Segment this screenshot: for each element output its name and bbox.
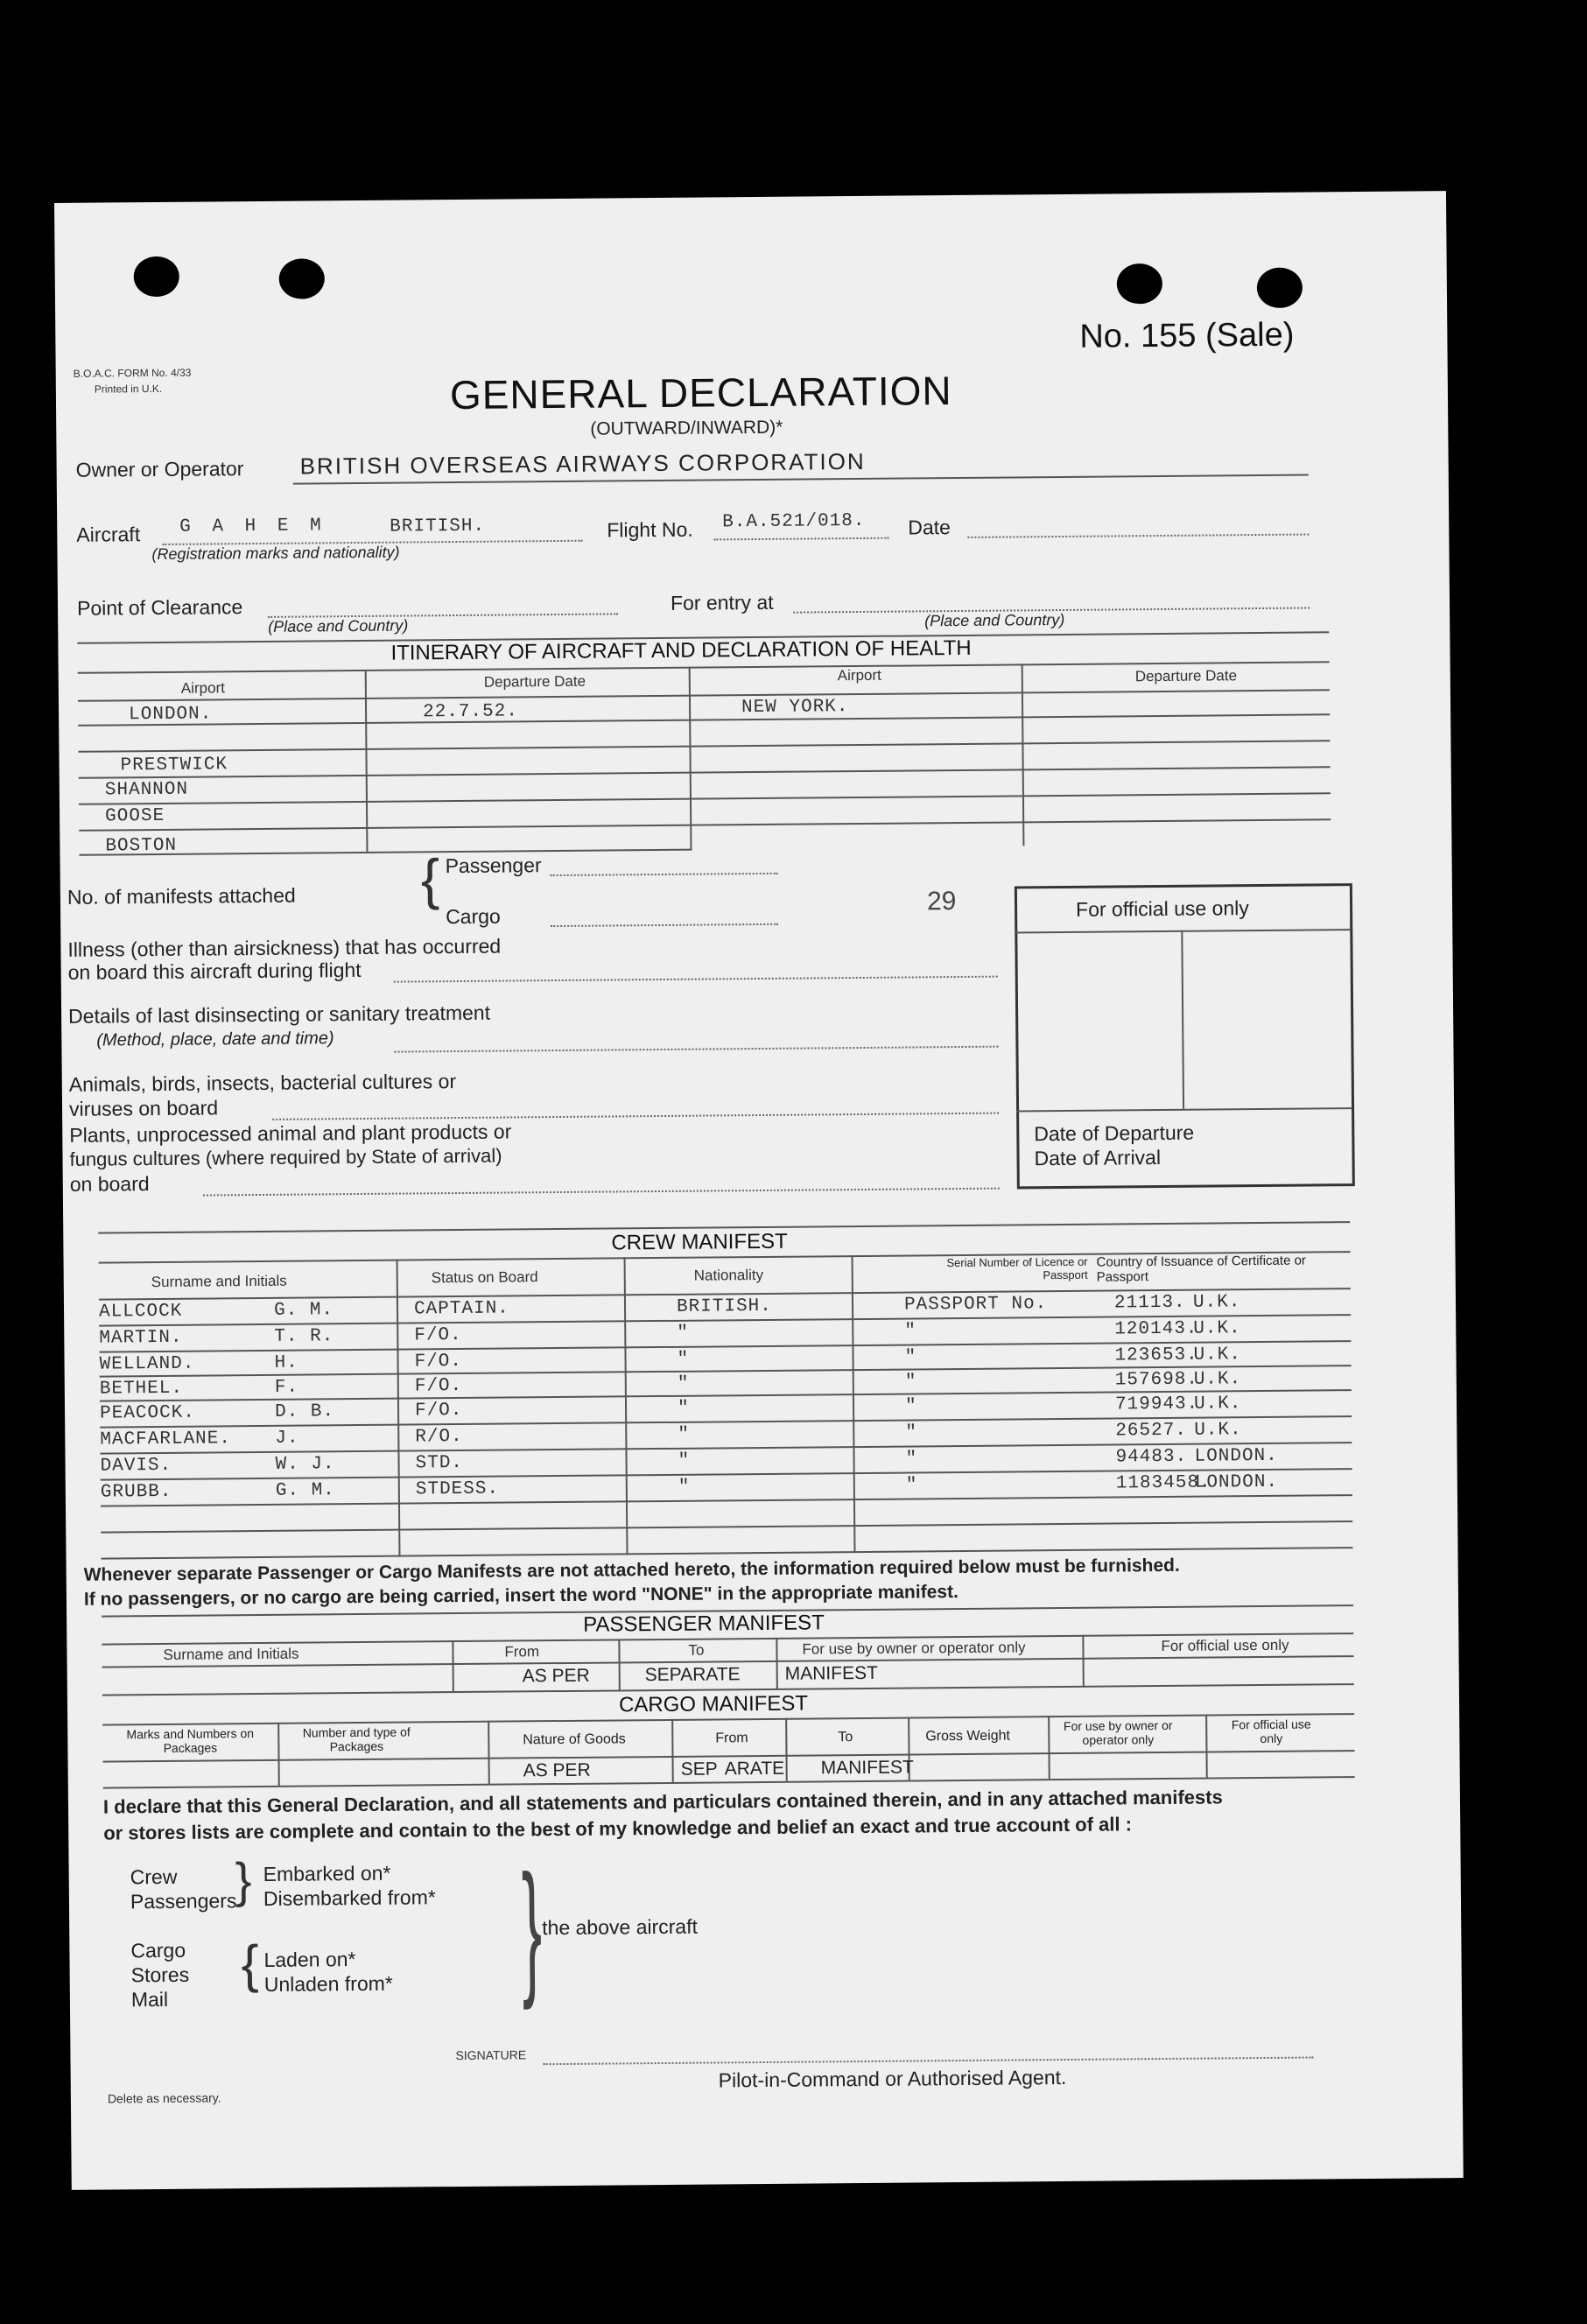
- owner-value: BRITISH OVERSEAS AIRWAYS CORPORATION: [299, 447, 866, 480]
- crew-cell: 21113.: [1113, 1292, 1186, 1314]
- crew-cell: J.: [275, 1428, 299, 1449]
- crew-cell: W. J.: [275, 1454, 335, 1475]
- crew-cell: BETHEL.: [99, 1378, 184, 1400]
- itinerary-airport: PRESTWICK: [120, 755, 228, 776]
- passenger-manifest-heading: PASSENGER MANIFEST: [583, 1611, 825, 1637]
- illness-label: Illness (other than airsickness) that has occurred: [67, 934, 502, 961]
- crew-cell: ": [905, 1422, 918, 1443]
- declaration-line-2: or stores lists are complete and contain to the best of my knowledge and belief an exact and true account of all :: [103, 1813, 1133, 1844]
- footnote: Delete as necessary.: [107, 2090, 221, 2106]
- crew-col-country: Country of Issuance of Certificate or Passport: [1096, 1253, 1306, 1285]
- entry-hint: (Place and Country): [924, 610, 1065, 630]
- plants-label: Plants, unprocessed animal and plant products or: [69, 1120, 512, 1147]
- itinerary-heading: ITINERARY OF AIRCRAFT AND DECLARATION OF HEALTH: [390, 635, 972, 665]
- page-title: GENERAL DECLARATION: [449, 368, 952, 418]
- itinerary-col-date-2: Departure Date: [1134, 667, 1238, 685]
- signatory-label: Pilot-in-Command or Authorised Agent.: [718, 2065, 1067, 2092]
- crew-cell: PASSPORT No.: [903, 1294, 1048, 1316]
- crew-cell: ": [905, 1449, 918, 1470]
- cargo-col-from: From: [715, 1731, 748, 1746]
- notice-line-2: If no passengers, or no cargo are being carried, insert the word "NONE" in the appropriate manifest.: [83, 1582, 959, 1610]
- crew-cell: MARTIN.: [99, 1327, 183, 1349]
- itinerary-airport: GOOSE: [105, 805, 165, 827]
- plants-label-3: on board: [69, 1172, 150, 1196]
- date-label: Date: [908, 516, 951, 539]
- disinsect-label: Details of last disinsecting or sanitary treatment: [67, 1001, 491, 1028]
- crew-cell: U.K.: [1192, 1292, 1241, 1313]
- passenger-col-surname: Surname and Initials: [163, 1645, 299, 1663]
- crew-cell: ": [677, 1323, 690, 1344]
- decl-embarked: Embarked on*: [263, 1861, 391, 1885]
- decl-passengers: Passengers: [130, 1889, 237, 1913]
- itinerary-col-airport-1: Airport: [180, 679, 226, 697]
- crew-cell: ": [904, 1372, 917, 1393]
- cargo-col-packages: Number and type of Packages: [302, 1724, 411, 1754]
- owner-label: Owner or Operator: [75, 457, 244, 481]
- crew-cell: CAPTAIN.: [413, 1298, 509, 1320]
- crew-cell: PEACOCK.: [99, 1402, 195, 1424]
- manifest-passenger: Passenger: [445, 853, 542, 878]
- crew-cell: ": [677, 1373, 690, 1394]
- declaration-line-1: I declare that this General Declaration, and all statements and particulars contained therein, and in any attached manifests: [102, 1786, 1223, 1818]
- cargo-col-official: For official use only: [1231, 1717, 1311, 1746]
- crew-cell: G. M.: [275, 1480, 335, 1501]
- signature-label: SIGNATURE: [455, 2047, 527, 2063]
- crew-cell: ": [677, 1349, 690, 1370]
- itinerary-col-date-1: Departure Date: [483, 672, 586, 691]
- crew-cell: R/O.: [415, 1426, 463, 1448]
- clearance-hint: (Place and Country): [268, 616, 409, 635]
- crew-cell: U.K.: [1193, 1394, 1242, 1415]
- cargo-manifest-heading: CARGO MANIFEST: [618, 1691, 809, 1717]
- crew-cell: ": [678, 1450, 691, 1471]
- crew-col-serial: Serial Number of Licence or Passport: [946, 1254, 1088, 1282]
- passenger-col-to: To: [688, 1641, 705, 1659]
- itinerary-date: 22.7.52.: [422, 701, 519, 723]
- crew-cell: F/O.: [414, 1351, 463, 1373]
- crew-cell: 120143.: [1114, 1318, 1198, 1340]
- crew-cell: ": [677, 1398, 690, 1419]
- aircraft-registration: G A H E M: [179, 516, 327, 537]
- entry-label: For entry at: [670, 590, 774, 614]
- crew-cell: 157698.: [1114, 1369, 1199, 1391]
- declaration-number: No. 155 (Sale): [1079, 316, 1295, 355]
- crew-cell: T. R.: [274, 1326, 334, 1347]
- crew-cell: 123653.: [1114, 1345, 1198, 1366]
- crew-cell: LONDON.: [1194, 1445, 1278, 1467]
- crew-cell: LONDON.: [1194, 1471, 1279, 1493]
- passenger-value: MANIFEST: [784, 1662, 878, 1684]
- decl-crew: Crew: [130, 1864, 178, 1889]
- crew-cell: STD.: [415, 1452, 464, 1474]
- decl-aircraft: the above aircraft: [542, 1914, 699, 1940]
- crew-cell: MACFARLANE.: [100, 1429, 232, 1450]
- cargo-col-nature: Nature of Goods: [523, 1731, 626, 1748]
- decl-stores: Stores: [130, 1962, 190, 1987]
- official-arrival: Date of Arrival: [1034, 1146, 1162, 1170]
- illness-label-2: on board this aircraft during flight: [67, 958, 362, 984]
- crew-cell: U.K.: [1194, 1420, 1242, 1441]
- punch-hole: [279, 258, 325, 298]
- manifests-label: No. of manifests attached: [67, 883, 296, 909]
- decl-unladen: Unladen from*: [263, 1971, 393, 1996]
- cargo-col-marks: Marks and Numbers on Packages: [126, 1726, 255, 1755]
- itinerary-airport: LONDON.: [129, 704, 213, 726]
- crew-cell: G. M.: [273, 1300, 334, 1321]
- crew-cell: U.K.: [1193, 1318, 1241, 1339]
- aircraft-nationality: BRITISH.: [390, 516, 486, 537]
- crew-cell: ": [904, 1347, 917, 1368]
- flight-number: B.A.521/018.: [722, 510, 866, 533]
- crew-cell: 719943.: [1114, 1394, 1199, 1415]
- crew-cell: U.K.: [1193, 1369, 1242, 1390]
- aircraft-hint: (Registration marks and nationality): [151, 543, 400, 564]
- crew-cell: D. B.: [274, 1401, 335, 1422]
- animals-label-2: viruses on board: [68, 1096, 219, 1120]
- punch-hole: [134, 256, 179, 297]
- crew-cell: ALLCOCK: [98, 1301, 183, 1323]
- cargo-col-weight: Gross Weight: [925, 1728, 1011, 1745]
- cargo-col-to: To: [838, 1730, 853, 1745]
- crew-col-nationality: Nationality: [693, 1266, 764, 1284]
- itinerary-airport: BOSTON: [105, 835, 178, 857]
- decl-mail: Mail: [130, 1987, 169, 2012]
- manifest-cargo: Cargo: [446, 904, 501, 929]
- passenger-col-official: For official use only: [1161, 1636, 1289, 1655]
- passenger-value: AS PER: [522, 1665, 590, 1687]
- crew-cell: 26527.: [1115, 1420, 1188, 1442]
- decl-disembarked: Disembarked from*: [263, 1885, 436, 1910]
- animals-label: Animals, birds, insects, bacterial cultures or: [68, 1070, 457, 1096]
- printed-note: Printed in U.K.: [94, 382, 163, 396]
- punch-hole: [1117, 263, 1162, 304]
- crew-cell: 1183458.: [1115, 1472, 1211, 1494]
- itinerary-airport: SHANNON: [104, 779, 189, 801]
- itinerary-col-airport-2: Airport: [837, 666, 881, 685]
- decl-cargo: Cargo: [130, 1938, 186, 1962]
- cargo-value: AS PER: [523, 1759, 591, 1781]
- cargo-col-owner: For use by owner or operator only: [1063, 1717, 1173, 1747]
- crew-cell: GRUBB.: [100, 1481, 172, 1503]
- plants-hint: fungus cultures (where required by State of arrival): [69, 1144, 502, 1170]
- crew-cell: ": [904, 1396, 917, 1417]
- crew-cell: F/O.: [414, 1324, 462, 1346]
- aircraft-label: Aircraft: [76, 523, 141, 546]
- form-number: B.O.A.C. FORM No. 4/33: [73, 366, 192, 380]
- crew-cell: 94483.: [1115, 1446, 1188, 1468]
- decl-laden: Laden on*: [263, 1948, 356, 1971]
- cargo-value: MANIFEST: [820, 1757, 914, 1779]
- crew-cell: ": [904, 1321, 916, 1342]
- passenger-col-owner: For use by owner or operator only: [802, 1639, 1026, 1658]
- crew-cell: WELLAND.: [99, 1353, 195, 1375]
- crew-cell: ": [905, 1475, 918, 1496]
- crew-cell: F/O.: [414, 1400, 463, 1422]
- crew-cell: F/O.: [414, 1375, 463, 1397]
- itinerary-airport: NEW YORK.: [741, 697, 849, 719]
- official-use-label: For official use only: [1075, 896, 1249, 921]
- crew-cell: BRITISH.: [676, 1295, 772, 1317]
- crew-col-status: Status on Board: [431, 1268, 538, 1287]
- clearance-label: Point of Clearance: [76, 595, 243, 620]
- cargo-value: ARATE: [724, 1758, 785, 1780]
- crew-cell: ": [678, 1424, 691, 1445]
- crew-col-surname: Surname and Initials: [151, 1272, 287, 1291]
- disinsect-hint: (Method, place, date and time): [96, 1029, 334, 1050]
- crew-cell: F.: [274, 1377, 299, 1398]
- notice-line-1: Whenever separate Passenger or Cargo Manifests are not attached hereto, the information required below must be furnished.: [83, 1555, 1180, 1585]
- official-departure: Date of Departure: [1034, 1120, 1195, 1146]
- punch-hole: [1257, 268, 1303, 308]
- crew-cell: H.: [274, 1352, 298, 1373]
- crew-cell: DAVIS.: [100, 1455, 172, 1477]
- passenger-col-from: From: [504, 1643, 540, 1661]
- flight-label: Flight No.: [607, 517, 693, 542]
- manifests-number: 29: [926, 887, 957, 916]
- crew-cell: STDESS.: [415, 1478, 500, 1500]
- cargo-value: SEP: [680, 1759, 718, 1780]
- passenger-value: SEPARATE: [644, 1664, 741, 1686]
- crew-cell: U.K.: [1193, 1345, 1242, 1366]
- general-declaration-form: B.O.A.C. FORM No. 4/33 Printed in U.K. No. 155 (Sale) GENERAL DECLARATION (OUTWARD/INWARD)* Owner or Operator BRITISH OVERSEAS AIRWAYS CORPORATION Aircraft G A H E M BRITISH. (Registration marks and nationality) Flight No. B.A.521/018. Date Point of Clearance (Place and Country) For entry at (Place and Country) ITINERARY OF AIRCRAFT AND DECLARATION OF HEALTH Airport Departure Date Airport Departure Date LONDON. 22.7.52. NEW YORK. PRESTWICK SHANNON GOOSE BOSTON No. of manifests attached { Passenger Cargo 29 Illness (other than airsickness) that has occurred on board this aircraft during flight Details of last disinsecting or sanitary treatment (Method, place, date and time) Animals, birds, insects, bacterial cultures or viruses on board Plants, unprocessed animal and plant products or fungus cultures (where required by State of arrival) on board For official use only Date of Departure Date of Arrival CREW MANIFEST Surname and Initials Status on Board Nationality Serial Number of Licence or Passport Country of Issuance of Certificate or Passport ALLCOCK G. M. CAPTAIN. BRITISH. PASSPORT No. 21113. U.K. MARTIN. T. R. F/O. " " 120143. U.K. WELLAND. H. F/O. " " 123653. U.K. BETHEL. F. F/O. " " 157698. U.K. PEACOCK. D. B. F/O. " " 719943. U.K. MACFARLANE. J. R/O. " " 26527. U.K. DAVIS. W. J. STD. " " 94483. LONDON. GRUBB. G. M. STDESS. " " 1183458. LONDON. Whenever separate Passenger or Cargo Manifests are not attached hereto, the information required below must be furnished. If no passengers, or no cargo are being carried, insert the word "NONE" in the appropriate manifest. PASSENGER MANIFEST Surname and Initials From To For use by owner or operator only For official use only AS PER SEPARATE MANIFEST CARGO MANIFEST Marks and Numbers on Packages Number and type of Packages Nature of Goods From To Gross Weight For use by owner or operator only For official use only AS PER SEP ARATE MANIFEST I declare that this General Declaration, and all statements and particulars contained therein, and in any attached manifests or stores lists are complete and contain to the best of my knowledge and belief an exact and true account of all : Crew Passengers } Embarked on* Disembarked from* Cargo Stores Mail { Laden on* Unladen from* } the above aircraft SIGNATURE Pilot-in-Command or Authorised Agent. Delete as necessary.: [54, 191, 1464, 2190]
- crew-heading: CREW MANIFEST: [611, 1229, 788, 1255]
- crew-cell: ": [678, 1477, 691, 1498]
- page-subtitle: (OUTWARD/INWARD)*: [590, 417, 783, 439]
